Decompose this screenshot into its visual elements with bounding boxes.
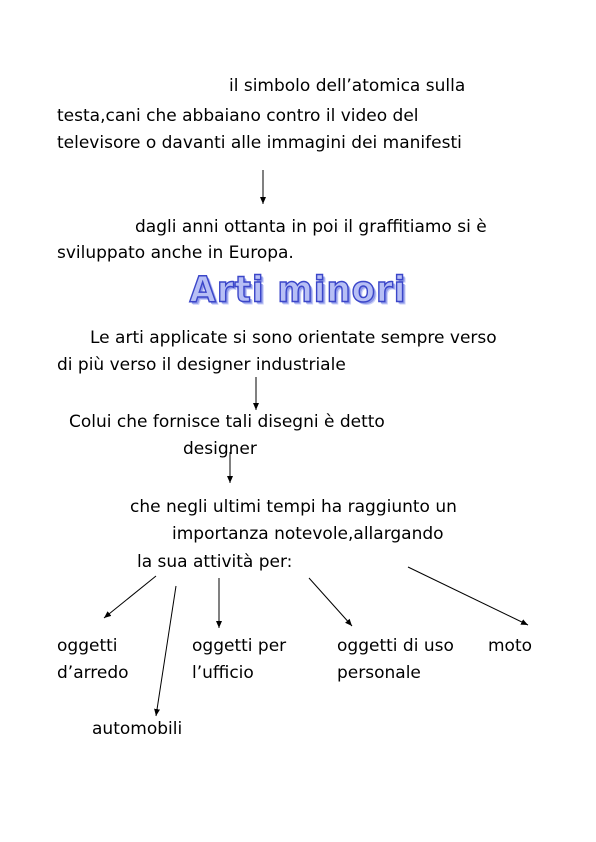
section-title: Arti minori xyxy=(189,269,407,311)
category-personale-line-2: personale xyxy=(337,663,421,683)
arrow-to-personale xyxy=(309,578,352,626)
top-text-line-3: televisore o davanti alle immagini dei manifesti xyxy=(57,133,462,153)
designer-text-line-2: designer xyxy=(183,439,257,459)
importance-text-line-1: che negli ultimi tempi ha raggiunto un xyxy=(130,497,457,517)
designer-text-line-1: Colui che fornisce tali disegni è detto xyxy=(69,412,385,432)
category-arredo-line-1: oggetti xyxy=(57,636,118,656)
top-text-line-2: testa,cani che abbaiano contro il video del xyxy=(57,106,419,126)
applied-arts-line-1: Le arti applicate si sono orientate sempre verso xyxy=(90,328,497,348)
arrow-to-arredo xyxy=(104,576,156,618)
category-arredo-line-2: d’arredo xyxy=(57,663,129,683)
europe-text-line-1: dagli anni ottanta in poi il graffitiamo si è xyxy=(135,217,487,237)
europe-text-line-2: sviluppato anche in Europa. xyxy=(57,243,294,263)
top-text-line-1: il simbolo dell’atomica sulla xyxy=(229,76,466,96)
category-moto: moto xyxy=(488,636,533,656)
arrow-to-automobili xyxy=(156,586,176,716)
category-ufficio-line-2: l’ufficio xyxy=(192,663,254,683)
applied-arts-line-2: di più verso il designer industriale xyxy=(57,355,346,375)
importance-text-line-3: la sua attività per: xyxy=(137,552,293,572)
category-ufficio-line-1: oggetti per xyxy=(192,636,287,656)
category-personale-line-1: oggetti di uso xyxy=(337,636,454,656)
category-automobili: automobili xyxy=(92,719,183,739)
arrow-to-moto xyxy=(408,567,528,625)
importance-text-line-2: importanza notevole,allargando xyxy=(172,524,444,544)
